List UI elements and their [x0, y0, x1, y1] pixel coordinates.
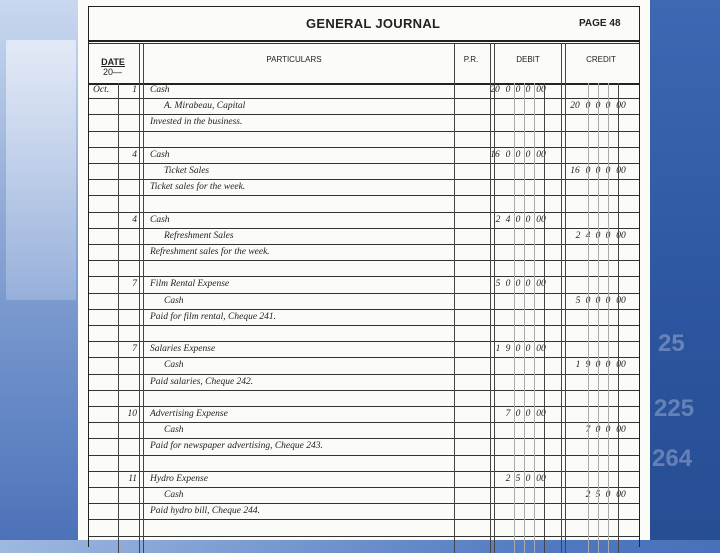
row-particulars: Paid for newspaper advertising, Cheque 243.: [150, 441, 323, 452]
date-column-rule: [139, 43, 140, 553]
month-column-rule: [118, 83, 119, 553]
journal-row: [89, 358, 639, 374]
debit-column-rule: [561, 43, 562, 553]
row-credit-amount: 1 9 0 0 00: [575, 360, 626, 371]
journal-row: [89, 132, 639, 148]
credit-digit-rule: [588, 83, 589, 553]
row-day: 4: [132, 149, 137, 160]
journal-row: [89, 213, 639, 229]
particulars-header: PARTICULARS: [266, 55, 322, 64]
row-particulars: Ticket sales for the week.: [150, 182, 246, 193]
header-top-rule: [89, 40, 639, 42]
journal-sheet: [88, 6, 640, 547]
row-particulars: Cash: [164, 360, 184, 371]
journal-row: [89, 294, 639, 310]
journal-page: [78, 0, 650, 540]
journal-row: [89, 115, 639, 131]
year-header: 20—: [103, 67, 123, 77]
pr-column-rule-double: [494, 43, 495, 553]
credit-digit-rule: [608, 83, 609, 553]
row-debit-amount: 1 9 0 0 00: [495, 344, 546, 355]
row-particulars: Paid for film rental, Cheque 241.: [150, 311, 277, 322]
row-particulars: Refreshment Sales: [164, 230, 234, 241]
debit-digit-rule: [524, 83, 525, 553]
debit-header: DEBIT: [516, 55, 540, 64]
row-credit-amount: 5 0 0 0 00: [575, 295, 626, 306]
journal-row: [89, 520, 639, 536]
journal-row: [89, 504, 639, 520]
row-credit-amount: 2 5 0 00: [585, 490, 626, 500]
row-particulars: A. Mirabeau, Capital: [164, 101, 246, 112]
journal-row: [89, 83, 639, 99]
journal-row: [89, 391, 639, 407]
row-particulars: Cash: [164, 295, 184, 306]
journal-row: [89, 310, 639, 326]
row-particulars: Advertising Expense: [150, 409, 228, 419]
journal-row: [89, 342, 639, 358]
journal-row: [89, 196, 639, 212]
debit-cents-rule: [544, 83, 545, 553]
journal-row: [89, 456, 639, 472]
journal-row: [89, 326, 639, 342]
credit-cents-rule: [618, 83, 619, 553]
row-day: 4: [132, 214, 137, 225]
header-top-rule-double: [89, 43, 639, 44]
background-decoration: 264: [652, 445, 693, 472]
journal-row: [89, 229, 639, 245]
background-monitor-image: [6, 40, 76, 300]
row-day: 1: [132, 85, 137, 95]
journal-row: [89, 423, 639, 439]
row-day: 11: [128, 473, 137, 484]
row-rule: [89, 536, 639, 537]
row-credit-amount: 16 0 0 0 00: [570, 166, 626, 176]
row-debit-amount: 2 4 0 0 00: [495, 214, 546, 225]
row-debit-amount: 20 0 0 0 00: [490, 85, 546, 95]
journal-row: [89, 439, 639, 455]
journal-row: [89, 472, 639, 488]
credit-digit-rule: [598, 83, 599, 553]
row-debit-amount: 7 0 0 00: [505, 409, 546, 419]
particulars-column-rule: [454, 43, 455, 553]
row-particulars: Hydro Expense: [150, 473, 208, 484]
journal-row: [89, 164, 639, 180]
credit-header: CREDIT: [586, 55, 616, 64]
row-credit-amount: 7 0 0 00: [585, 425, 626, 436]
background-decoration: 25: [658, 330, 685, 357]
background-right-panel: [650, 0, 720, 540]
page-number: PAGE 48: [579, 18, 621, 29]
journal-row: [89, 488, 639, 504]
date-column-rule-double: [143, 43, 144, 553]
journal-row: [89, 277, 639, 293]
row-particulars: Ticket Sales: [164, 166, 210, 176]
row-day: 7: [132, 344, 137, 355]
pr-column-rule: [490, 43, 491, 553]
row-particulars: Film Rental Expense: [150, 279, 230, 290]
date-header: DATE: [101, 57, 125, 67]
row-particulars: Cash: [150, 85, 170, 95]
journal-row: [89, 148, 639, 164]
row-particulars: Paid hydro bill, Cheque 244.: [150, 506, 260, 517]
background-decoration: 225: [654, 395, 695, 422]
row-day: 10: [127, 409, 137, 419]
journal-row: [89, 261, 639, 277]
journal-row: [89, 407, 639, 423]
journal-row: [89, 245, 639, 261]
row-particulars: Cash: [164, 490, 184, 500]
row-particulars: Salaries Expense: [150, 344, 216, 355]
row-particulars: Paid salaries, Cheque 242.: [150, 376, 254, 387]
row-particulars: Cash: [150, 214, 170, 225]
pr-header: P.R.: [463, 55, 479, 64]
debit-digit-rule: [514, 83, 515, 553]
debit-digit-rule: [534, 83, 535, 553]
row-particulars: Cash: [164, 425, 184, 436]
journal-title: GENERAL JOURNAL: [306, 16, 441, 31]
row-debit-amount: 5 0 0 0 00: [495, 279, 546, 290]
journal-row: [89, 180, 639, 196]
row-debit-amount: 2 5 0 00: [505, 473, 546, 484]
row-particulars: Invested in the business.: [150, 117, 243, 128]
row-month: Oct.: [93, 85, 110, 95]
journal-row: [89, 375, 639, 391]
row-credit-amount: 20 0 0 0 00: [570, 101, 626, 112]
debit-column-rule-double: [565, 43, 566, 553]
journal-row: [89, 99, 639, 115]
background-left-panel: [0, 0, 78, 540]
row-particulars: Cash: [150, 149, 170, 160]
row-day: 7: [132, 279, 137, 290]
row-particulars: Refreshment sales for the week.: [150, 247, 270, 257]
row-debit-amount: 16 0 0 0 00: [490, 149, 546, 160]
row-credit-amount: 2 4 0 0 00: [575, 230, 626, 241]
